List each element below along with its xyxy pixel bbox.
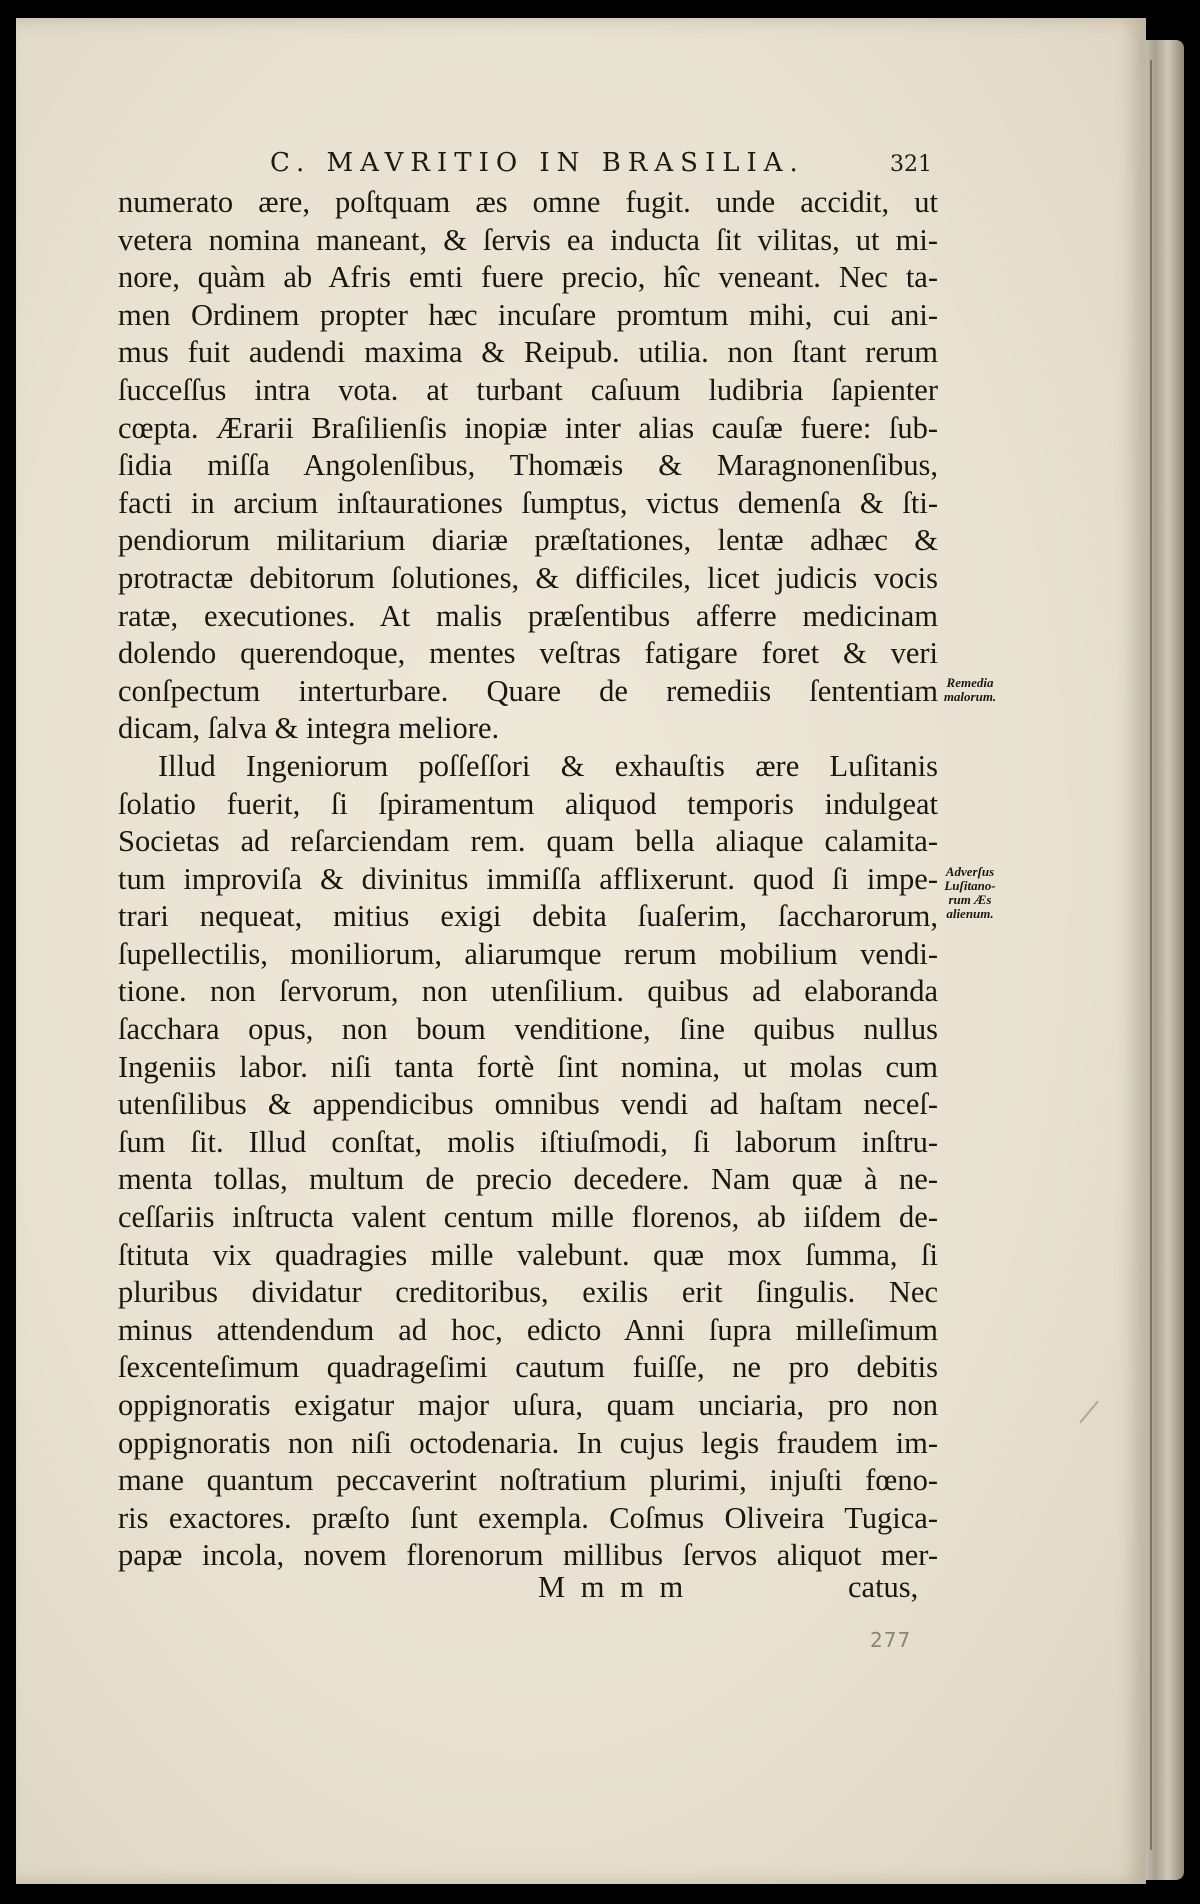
- text-line: dolendo querendoque, mentes veſtras fatigare foret & veri: [118, 636, 938, 671]
- text-line: oppignoratis non niſi octodenaria. In cujus legis fraudem im-: [118, 1425, 938, 1460]
- margin-note: [934, 865, 1006, 921]
- text-line: men Ordinem propter hæc incuſare promtum mihi, cui ani-: [118, 297, 938, 332]
- text-line: pendiorum militarium diariæ præſtationes, lentæ adhæc &: [118, 523, 938, 558]
- signature-mark: M m m m: [538, 1570, 688, 1604]
- page-number: 321: [890, 152, 932, 177]
- margin-note-line: Remedia: [946, 675, 994, 690]
- margin-note-line: malorum.: [943, 689, 997, 704]
- text-line: nore, quàm ab Afris emti fuere precio, hîc veneant. Nec ta-: [118, 260, 938, 295]
- text-line: trari nequeat, mitius exigi debita ſuaſerim, ſaccharorum,: [118, 899, 938, 934]
- pencil-folio-number: 277: [870, 1628, 912, 1652]
- text-line: protractæ debitorum ſolutiones, & difficiles, licet judicis vocis: [118, 560, 938, 595]
- footer-line: [118, 1570, 938, 1608]
- text-line: dicam, ſalva & integra meliore.: [118, 711, 500, 746]
- text-line: minus attendendum ad hoc, edicto Anni ſupra milleſimum: [118, 1312, 938, 1347]
- margin-note-line: alienum.: [946, 906, 994, 921]
- text-line: ceſſariis inſtructa valent centum mille florenos, ab iiſdem de-: [118, 1200, 938, 1235]
- text-line: ſupellectilis, moniliorum, aliarumque rerum mobilium vendi-: [118, 936, 938, 971]
- text-line: ſexcenteſimum quadrageſimi cautum fuiſſe, ne pro debitis: [118, 1350, 938, 1385]
- margin-note-line: rum Æs: [948, 892, 992, 907]
- text-line: facti in arcium inſtaurationes ſumptus, victus demenſa & ſti-: [118, 485, 938, 520]
- text-line: utenſilibus & appendicibus omnibus vendi ad haſtam neceſ-: [118, 1087, 938, 1122]
- text-line: papæ incola, novem florenorum millibus ſervos aliquot mer-: [118, 1538, 938, 1573]
- text-line: ris exactores. præſto ſunt exempla. Coſmus Oliveira Tugica-: [118, 1500, 938, 1535]
- text-line: cœpta. Ærarii Braſilienſis inopiæ inter alias cauſæ fuere: ſub-: [118, 410, 938, 445]
- text-line: Ingeniis labor. niſi tanta fortè ſint nomina, ut molas cum: [118, 1049, 938, 1084]
- text-line: ſidia miſſa Angolenſibus, Thomæis & Maragnonenſibus,: [118, 448, 938, 483]
- text-line: tione. non ſervorum, non utenſilium. quibus ad elaboranda: [118, 974, 938, 1009]
- margin-note-line: Adverſus: [945, 864, 995, 879]
- page-edge-shadow: [1150, 60, 1152, 1850]
- margin-note: [934, 676, 1006, 704]
- body-text: [118, 184, 938, 1575]
- text-line: vetera nomina maneant, & ſervis ea inducta ſit vilitas, ut mi-: [118, 222, 938, 257]
- text-line: conſpectum interturbare. Quare de remediis ſententiam: [118, 673, 938, 708]
- text-line: Illud Ingeniorum poſſeſſori & exhauſtis ære Luſitanis: [158, 748, 938, 783]
- text-line: menta tollas, multum de precio decedere. Nam quæ à ne-: [118, 1162, 938, 1197]
- text-line: tum improviſa & divinitus immiſſa afflixerunt. quod ſi impe-: [118, 861, 938, 896]
- text-line: pluribus dividatur creditoribus, exilis erit ſingulis. Nec: [118, 1275, 938, 1310]
- text-line: mus fuit audendi maxima & Reipub. utilia. non ſtant rerum: [118, 335, 938, 370]
- catchword: catus,: [848, 1570, 919, 1604]
- text-line: ſacchara opus, non boum venditione, ſine quibus nullus: [118, 1012, 938, 1047]
- text-line: Societas ad reſarciendam rem. quam bella aliaque calamita-: [118, 824, 938, 859]
- text-line: ratæ, executiones. At malis præſentibus afferre medicinam: [118, 598, 938, 633]
- text-line: ſucceſſus intra vota. at turbant caſuum ludibria ſapienter: [118, 372, 938, 407]
- text-line: oppignoratis exigatur major uſura, quam unciaria, pro non: [118, 1388, 938, 1422]
- text-line: ſtituta vix quadragies mille valebunt. quæ mox ſumma, ſi: [118, 1237, 938, 1272]
- text-line: numerato ære, poſtquam æs omne fugit. unde accidit, ut: [118, 185, 938, 219]
- running-head: C. MAVRITIO IN BRASILIA.: [270, 148, 805, 178]
- text-line: mane quantum peccaverint noſtratium plurimi, injuſti fœno-: [118, 1463, 938, 1498]
- text-line: ſolatio fuerit, ſi ſpiramentum aliquod temporis indulgeat: [118, 786, 938, 821]
- text-line: ſum ſit. Illud conſtat, molis iſtiuſmodi, ſi laborum inſtru-: [118, 1124, 938, 1159]
- margin-note-line: Luſitano-: [944, 878, 996, 893]
